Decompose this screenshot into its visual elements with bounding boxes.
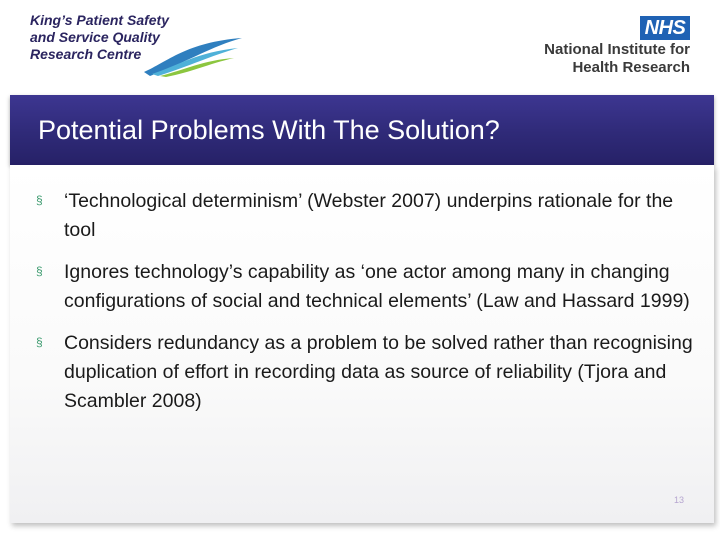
- bullet-marker-icon: §: [36, 264, 43, 278]
- nhs-badge: NHS: [640, 16, 690, 40]
- nihr-logo: [520, 16, 690, 78]
- slide-title: Potential Problems With The Solution?: [38, 115, 500, 145]
- bullet-item: [36, 329, 696, 416]
- title-bar: [10, 95, 714, 165]
- page-number: 13: [673, 495, 684, 505]
- bullet-marker-icon: §: [36, 193, 43, 207]
- kings-logo-line: Research Centre: [30, 46, 142, 62]
- bullet-marker-icon: §: [36, 335, 43, 349]
- bullet-list: [36, 187, 696, 429]
- kings-logo: [30, 12, 230, 78]
- bullet-text: Ignores technology’s capability as ‘one actor among many in changing configurations of social and technical elements’ (Law and Hassard 1999): [64, 261, 690, 312]
- bullet-item: [36, 258, 696, 316]
- slide-content: [10, 165, 714, 523]
- nihr-logo-line: Health Research: [572, 59, 690, 76]
- swoosh-icon: [142, 32, 246, 78]
- bullet-item: [36, 187, 696, 245]
- kings-logo-line: and Service Quality: [30, 29, 160, 45]
- bullet-text: Considers redundancy as a problem to be solved rather than recognising duplication of effort in recording data as source of reliability (Tjora and Scambler 2008): [64, 332, 693, 412]
- nihr-logo-line: National Institute for: [544, 41, 690, 58]
- bullet-text: ‘Technological determinism’ (Webster 2007) underpins rationale for the tool: [64, 190, 674, 241]
- kings-logo-line: King’s Patient Safety: [30, 12, 170, 28]
